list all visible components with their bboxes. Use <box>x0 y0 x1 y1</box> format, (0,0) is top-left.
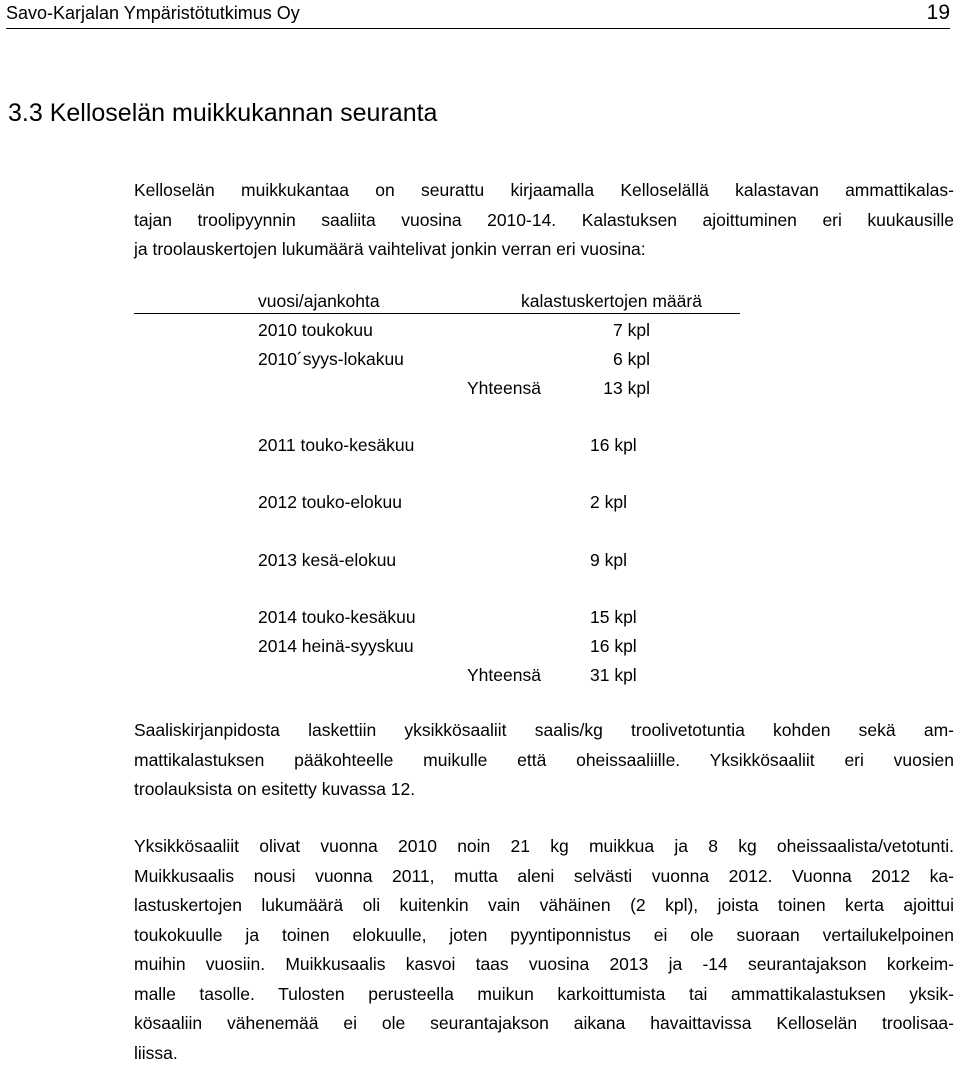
paragraph-line: troolauksista on esitetty kuvassa 12. <box>134 775 954 805</box>
table-row-count: 2 kpl <box>590 491 627 513</box>
intro-paragraph <box>134 176 954 265</box>
table-total-label: Yhteensä <box>467 664 541 686</box>
table-row-period: 2010 toukokuu <box>258 319 373 341</box>
section-title: 3.3 Kelloselän muikkukannan seuranta <box>8 98 437 128</box>
paragraph-line: toukokuulle ja toinen elokuulle, joten pyyntiponnistus ei ole suoraan vertailukelpoinen <box>134 921 954 951</box>
paragraph-line: Yksikkösaaliit olivat vuonna 2010 noin 21 kg muikkua ja 8 kg oheissaalista/vetotunti. <box>134 832 954 862</box>
paragraph-line: Muikkusaalis nousi vuonna 2011, mutta aleni selvästi vuonna 2012. Vuonna 2012 ka- <box>134 862 954 892</box>
table-row-count: 6 kpl <box>560 348 650 370</box>
table-header-rule <box>134 313 740 314</box>
table-total-count: 31 kpl <box>590 664 637 686</box>
table-row-count: 16 kpl <box>590 635 637 657</box>
paragraph-line: muihin vuosiin. Muikkusaalis kasvoi taas vuosina 2013 ja -14 seurantajakson korkeim- <box>134 950 954 980</box>
paragraph-line: malle tasolle. Tulosten perusteella muikun karkoittumista tai ammattikalastuksen yksik- <box>134 980 954 1010</box>
paragraph-line: Saaliskirjanpidosta laskettiin yksikkösaaliit saalis/kg troolivetotuntia kohden sekä am- <box>134 716 954 746</box>
table-total-count: 13 kpl <box>560 377 650 399</box>
paragraph-line: kösaaliin vähenemää ei ole seurantajakson aikana havaittavissa Kelloselän troolisaa- <box>134 1009 954 1039</box>
paragraph-line: mattikalastuksen pääkohteelle muikulle että oheissaaliille. Yksikkösaaliit eri vuosien <box>134 746 954 776</box>
catch-per-unit-paragraph <box>134 716 954 805</box>
table-row-period: 2013 kesä-elokuu <box>258 549 396 571</box>
table-row-period: 2011 touko-kesäkuu <box>258 434 414 456</box>
table-total-label: Yhteensä <box>467 377 541 399</box>
results-paragraph <box>134 832 954 1068</box>
intro-line: Kelloselän muikkukantaa on seurattu kirjaamalla Kelloselällä kalastavan ammattikalas- <box>134 176 954 206</box>
organization-name: Savo-Karjalan Ympäristötutkimus Oy <box>6 2 300 24</box>
table-row-count: 15 kpl <box>590 606 637 628</box>
intro-line: tajan troolipyynnin saaliita vuosina 2010-14. Kalastuksen ajoittuminen eri kuukausille <box>134 206 954 236</box>
table-row-period: 2012 touko-elokuu <box>258 491 402 513</box>
table-row-period: 2014 heinä-syyskuu <box>258 635 414 657</box>
table-row-count: 7 kpl <box>560 319 650 341</box>
paragraph-line: lastuskertojen lukumäärä oli kuitenkin vain vähäinen (2 kpl), joista toinen kerta ajoittui <box>134 891 954 921</box>
table-row-count: 9 kpl <box>590 549 627 571</box>
table-header-count: kalastuskertojen määrä <box>521 290 702 312</box>
table-row-count: 16 kpl <box>590 434 637 456</box>
table-header-period: vuosi/ajankohta <box>258 290 380 312</box>
page-header <box>6 0 950 29</box>
paragraph-line: liissa. <box>134 1039 954 1068</box>
page-number: 19 <box>927 2 950 24</box>
intro-line: ja troolauskertojen lukumäärä vaihtelivat jonkin verran eri vuosina: <box>134 235 954 265</box>
table-row-period: 2014 touko-kesäkuu <box>258 606 416 628</box>
table-row-period: 2010´syys-lokakuu <box>258 348 404 370</box>
